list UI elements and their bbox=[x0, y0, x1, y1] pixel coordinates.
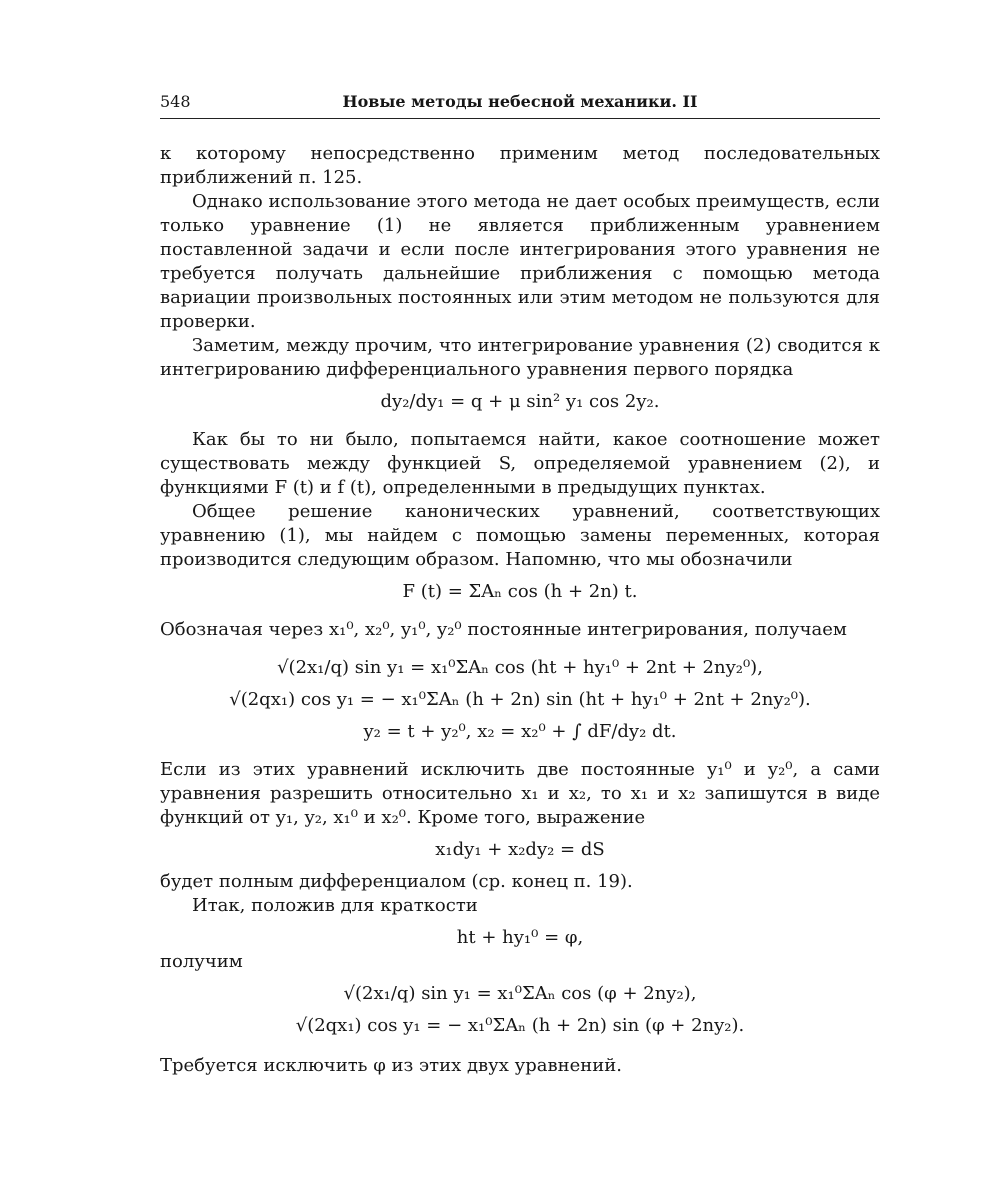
equation bbox=[160, 926, 880, 950]
equation-text: ht + hy₁⁰ = φ, bbox=[456, 927, 584, 948]
page-number: 548 bbox=[160, 92, 191, 111]
paragraph: Итак, положив для краткости bbox=[192, 895, 478, 916]
equation-text: √(2x₁/q) sin y₁ = x₁⁰ΣAₙ cos (ht + hy₁⁰ + 2nt + 2ny₂⁰), bbox=[277, 657, 763, 678]
equation bbox=[160, 720, 880, 744]
paragraph: к которому непосредственно применим метод последовательных приближений п. 125. bbox=[160, 143, 880, 188]
equation bbox=[160, 656, 880, 680]
paragraph: Заметим, между прочим, что интегрирование уравнения (2) сводится к интегрированию дифференциального уравнения первого порядка bbox=[160, 335, 880, 380]
page-body bbox=[160, 142, 880, 1078]
running-title: Новые методы небесной механики. II bbox=[342, 92, 698, 111]
paragraph: Обозначая через x₁⁰, x₂⁰, y₁⁰, y₂⁰ постоянные интегрирования, получаем bbox=[160, 619, 847, 640]
equation-text: y₂ = t + y₂⁰, x₂ = x₂⁰ + ∫ dF/dy₂ dt. bbox=[363, 721, 677, 742]
equation-text: x₁dy₁ + x₂dy₂ = dS bbox=[435, 839, 605, 860]
equation bbox=[160, 688, 880, 712]
equation-text: F (t) = ΣAₙ cos (h + 2n) t. bbox=[402, 581, 638, 602]
paragraph: Общее решение канонических уравнений, соответствующих уравнению (1), мы найдем с помощью замены переменных, которая производится следующим образом. Напомню, что мы обозначили bbox=[160, 501, 880, 570]
paragraph: получим bbox=[160, 951, 243, 972]
equation-text: √(2qx₁) cos y₁ = − x₁⁰ΣAₙ (h + 2n) sin (ht + hy₁⁰ + 2nt + 2ny₂⁰). bbox=[229, 689, 811, 710]
equation bbox=[160, 580, 880, 604]
header-rule bbox=[160, 118, 880, 119]
paragraph: Как бы то ни было, попытаемся найти, какое соотношение может существовать между функцией S, определяемой уравнением (2), и функциями F (t) и f (t), определенными в предыдущих пунктах. bbox=[160, 429, 880, 498]
paragraph: Однако использование этого метода не дает особых преимуществ, если только уравнение (1) не является приближенным уравнением поставленной задачи и если после интегрирования этого уравнения не требуется получать дальнейшие приближения с помощью метода вариации произвольных постоянных или этим методом не пользуются для проверки. bbox=[160, 191, 880, 332]
paragraph: будет полным дифференциалом (ср. конец п. 19). bbox=[160, 871, 633, 892]
paragraph: Требуется исключить φ из этих двух уравнений. bbox=[160, 1055, 622, 1076]
equation bbox=[160, 838, 880, 862]
equation-text: √(2x₁/q) sin y₁ = x₁⁰ΣAₙ cos (φ + 2ny₂), bbox=[343, 983, 697, 1004]
equation-text: dy₂/dy₁ = q + μ sin² y₁ cos 2y₂. bbox=[380, 391, 660, 412]
paragraph: Если из этих уравнений исключить две постоянные y₁⁰ и y₂⁰, а сами уравнения разрешить относительно x₁ и x₂, то x₁ и x₂ запишутся в виде функций от y₁, y₂, x₁⁰ и x₂⁰. Кроме того, выражение bbox=[160, 759, 880, 828]
equation bbox=[160, 390, 880, 414]
equation bbox=[160, 982, 880, 1006]
equation-text: √(2qx₁) cos y₁ = − x₁⁰ΣAₙ (h + 2n) sin (φ + 2ny₂). bbox=[295, 1015, 745, 1036]
equation bbox=[160, 1014, 880, 1038]
